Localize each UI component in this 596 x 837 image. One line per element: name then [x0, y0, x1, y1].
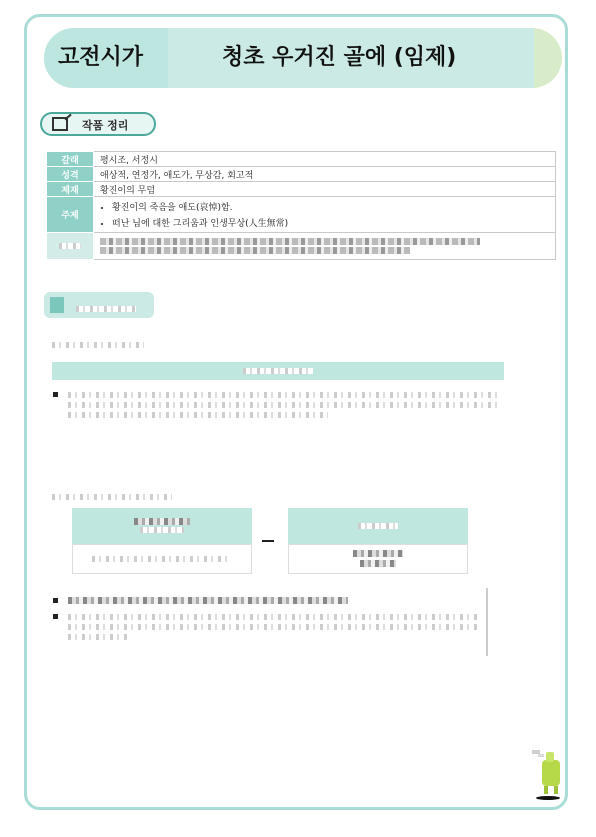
bullet-marker: [53, 614, 58, 619]
mascot-robot-icon: [528, 746, 568, 802]
row-value: 평시조, 서정시: [94, 152, 556, 167]
obscured-box-left-head: [72, 508, 252, 544]
arrow-dash: [262, 540, 274, 542]
row-value: 황진이의 무덤: [94, 182, 556, 197]
row-value: 애상적, 연정가, 애도가, 무상감, 회고적: [94, 167, 556, 182]
obscured-box-right-body: [288, 544, 468, 574]
bullet-marker: [53, 392, 58, 397]
page-title: 청초 우거진 골에 (임제): [222, 45, 457, 70]
list-item: • 황진이의 죽음을 애도(哀悼)함.: [112, 200, 549, 213]
category-label: 고전시가: [58, 45, 144, 70]
table-row: [47, 167, 556, 182]
obscured-header-bar: [52, 362, 504, 380]
obscured-text: [68, 597, 348, 604]
row-key: 주제: [47, 197, 94, 233]
notepad-pencil-icon: [52, 117, 68, 131]
section-summary-tag: [40, 112, 156, 136]
section-summary-label: 작품 정리: [82, 119, 129, 132]
theme-list: [100, 200, 549, 229]
table-row-obscured: [47, 233, 556, 260]
row-key: 갈래: [47, 152, 94, 167]
obscured-text: [52, 342, 144, 348]
obscured-paragraph: [68, 388, 502, 422]
list-item: • 떠난 님에 대한 그리움과 인생무상(人生無常): [112, 216, 549, 229]
section-analysis-icon: [50, 297, 64, 313]
obscured-paragraph: [68, 610, 480, 644]
row-value: [94, 197, 556, 233]
obscured-text: [52, 494, 172, 500]
title-banner: [44, 28, 554, 88]
obscured-box-right-head: [288, 508, 468, 544]
obscured-box-left-body: [72, 544, 252, 574]
row-key-obscured: [47, 233, 94, 260]
obscured-text: [76, 306, 136, 312]
divider-line: [486, 588, 488, 656]
row-key: 성격: [47, 167, 94, 182]
table-row: [47, 197, 556, 233]
summary-table: [46, 151, 556, 260]
row-value-obscured: [94, 233, 556, 260]
section-analysis-tag-obscured: [44, 292, 154, 318]
table-row: [47, 152, 556, 167]
bullet-marker: [53, 598, 58, 603]
row-key: 제재: [47, 182, 94, 197]
table-row: [47, 182, 556, 197]
